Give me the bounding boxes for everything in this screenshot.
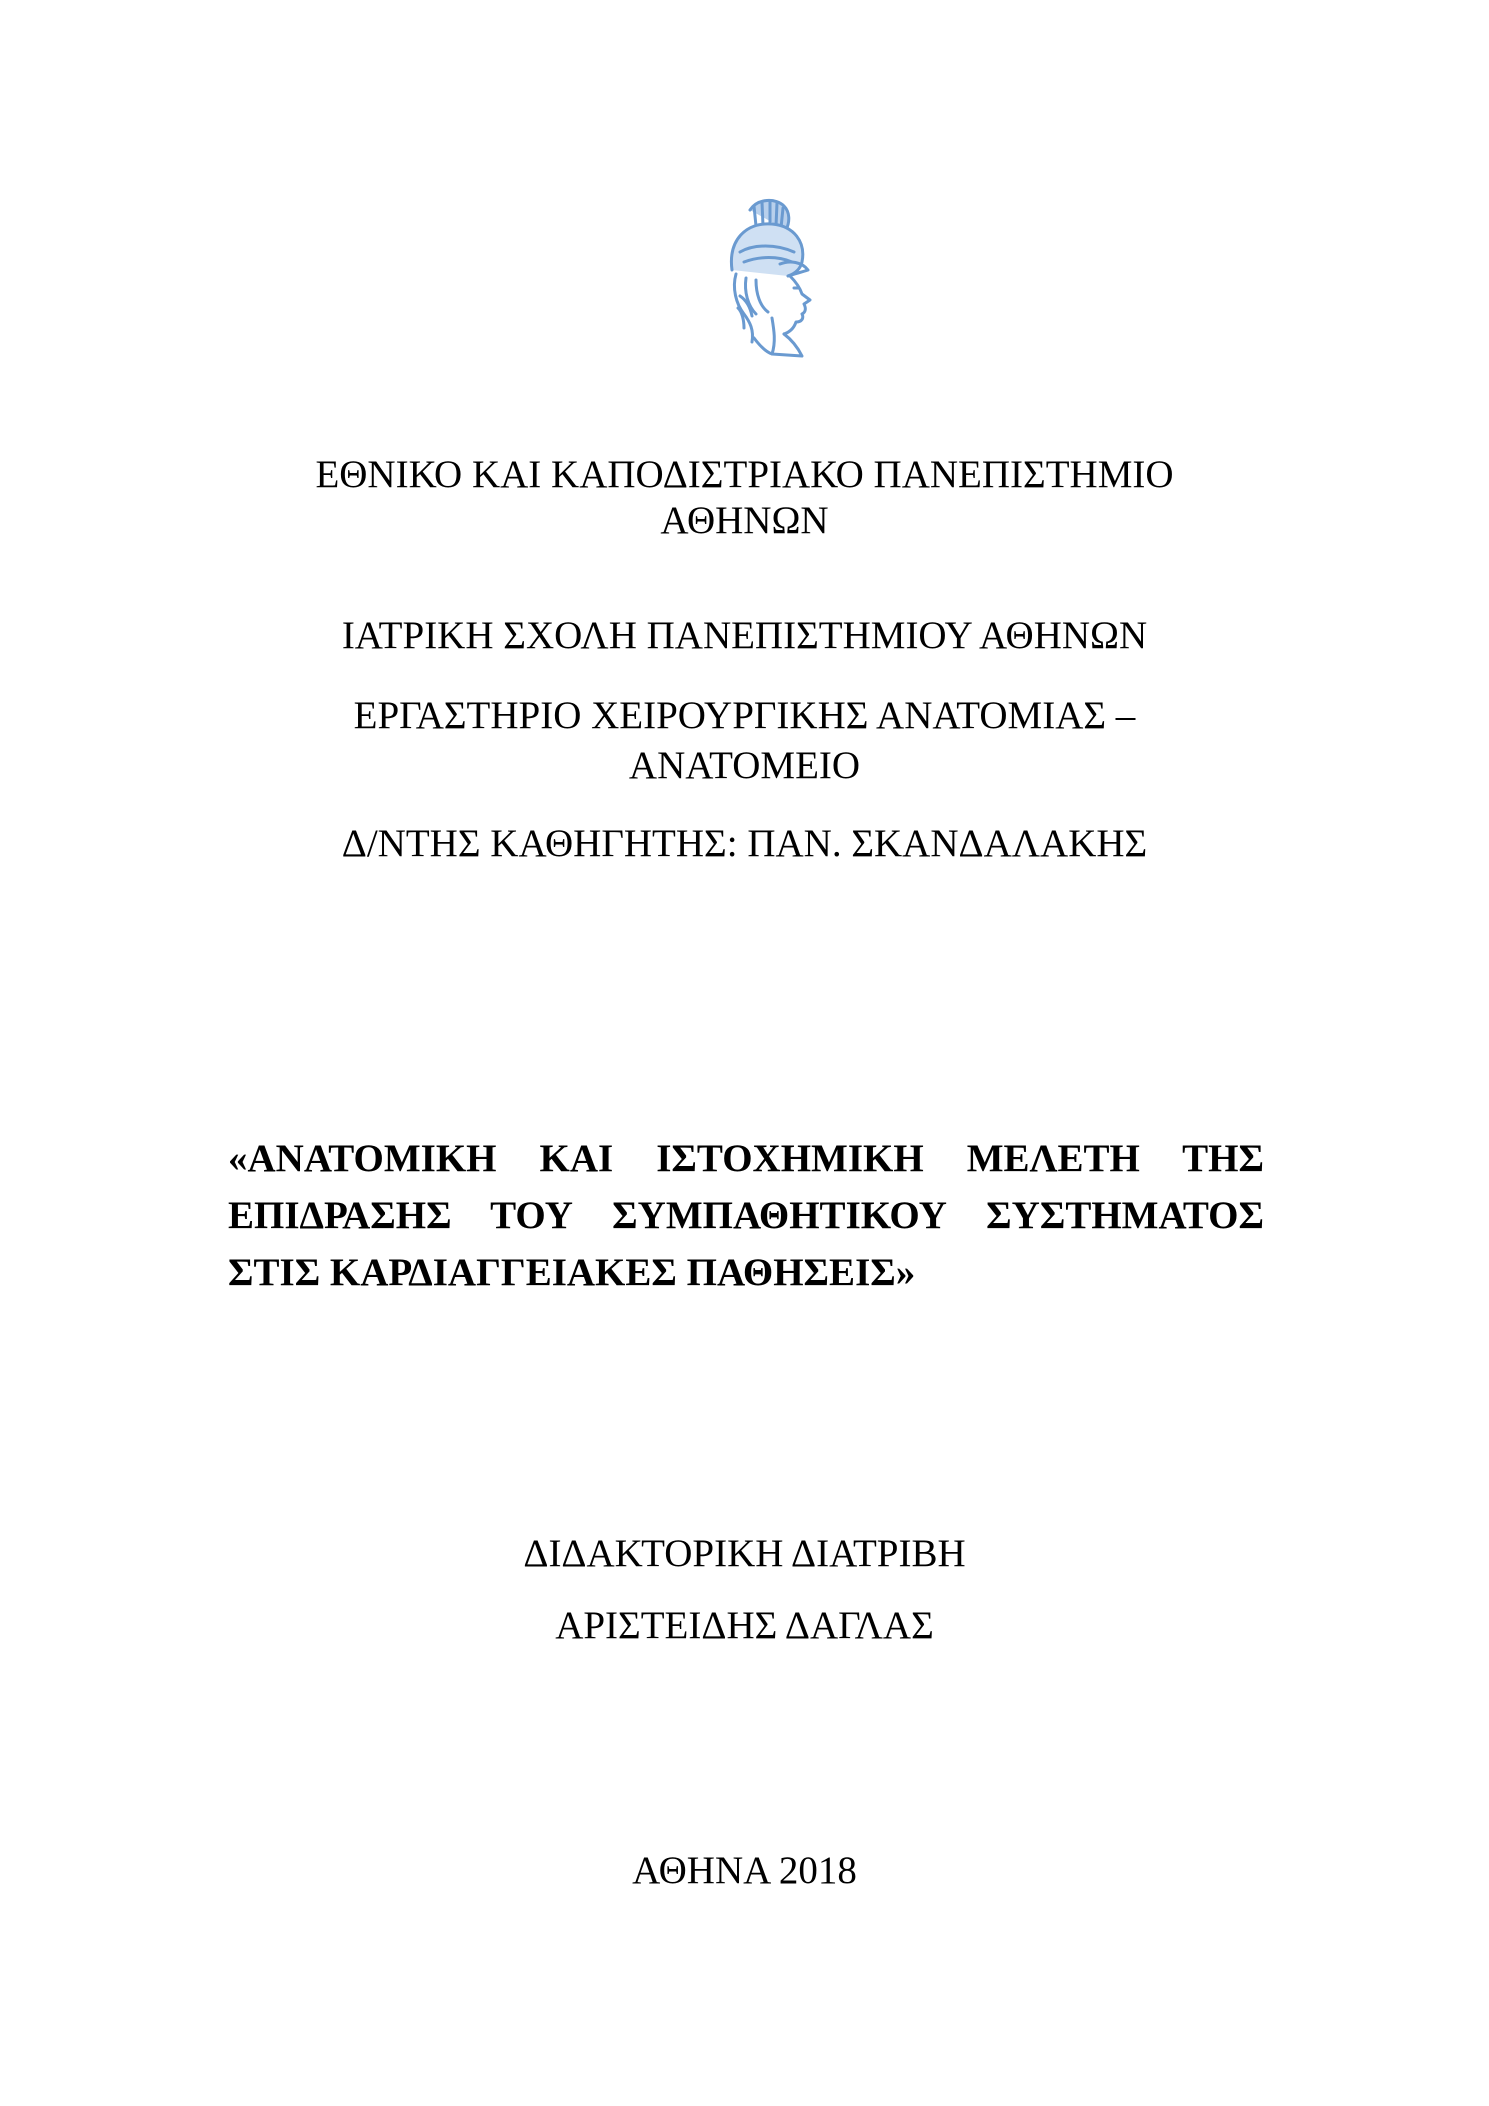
author-name: ΑΡΙΣΤΕΙΔΗΣ ΔΑΓΛΑΣ xyxy=(555,1604,934,1647)
thesis-type: ΔΙΔΑΚΤΟΡΙΚΗ ΔΙΑΤΡΙΒΗ xyxy=(523,1532,966,1575)
thesis-title-line-1: «ΑΝΑΤΟΜΙΚΗ ΚΑΙ ΙΣΤΟΧΗΜΙΚΗ ΜΕΛΕΤΗ ΤΗΣ xyxy=(228,1137,1264,1180)
place-and-year: ΑΘΗΝΑ 2018 xyxy=(632,1849,857,1892)
thesis-title-line-2: ΕΠΙΔΡΑΣΗΣ ΤΟΥ ΣΥΜΠΑΘΗΤΙΚΟΥ ΣΥΣΤΗΜΑΤΟΣ xyxy=(228,1194,1264,1237)
university-name-line-2: ΑΘΗΝΩΝ xyxy=(660,499,829,542)
university-name-line-1: ΕΘΝΙΚΟ ΚΑΙ ΚΑΠΟΔΙΣΤΡΙΑΚΟ ΠΑΝΕΠΙΣΤΗΜΙΟ xyxy=(315,453,1174,496)
laboratory-name-line-1: ΕΡΓΑΣΤΗΡΙΟ ΧΕΙΡΟΥΡΓΙΚΗΣ ΑΝΑΤΟΜΙΑΣ – xyxy=(353,694,1136,737)
athena-helmet-seal-icon xyxy=(710,196,822,360)
school-name: ΙΑΤΡΙΚΗ ΣΧΟΛΗ ΠΑΝΕΠΙΣΤΗΜΙΟΥ ΑΘΗΝΩΝ xyxy=(341,614,1148,657)
director-name: Δ/ΝΤΗΣ ΚΑΘΗΓΗΤΗΣ: ΠΑΝ. ΣΚΑΝΔΑΛΑΚΗΣ xyxy=(341,822,1148,865)
thesis-title xyxy=(228,1130,1264,1301)
laboratory-name-line-2: ΑΝΑΤΟΜΕΙΟ xyxy=(628,744,861,787)
thesis-title-line-3: ΣΤΙΣ ΚΑΡΔΙΑΓΓΕΙΑΚΕΣ ΠΑΘΗΣΕΙΣ» xyxy=(228,1251,916,1294)
